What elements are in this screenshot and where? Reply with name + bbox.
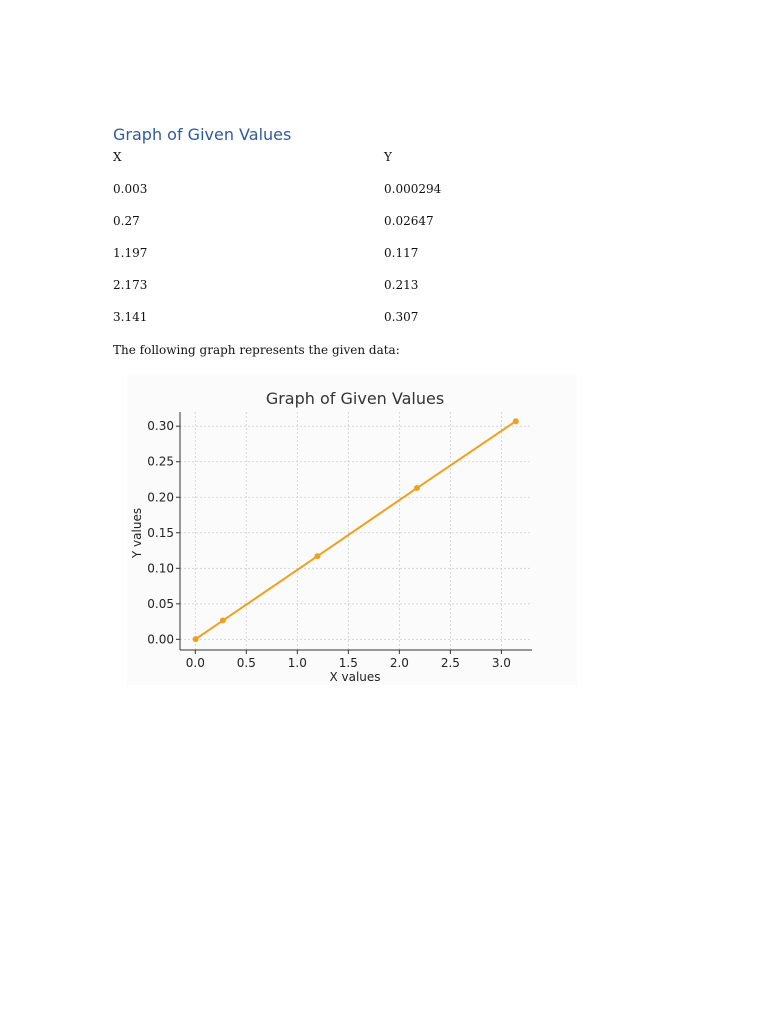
x-tick-label: 2.0 <box>389 656 409 670</box>
table-row <box>113 214 673 246</box>
data-point <box>220 618 226 624</box>
series <box>193 418 519 642</box>
series-line <box>196 421 516 639</box>
table-cell-x: 1.197 <box>113 246 148 260</box>
table-row <box>113 310 673 342</box>
data-point <box>414 485 420 491</box>
table-cell-y: 0.02647 <box>384 214 434 228</box>
chart-title: Graph of Given Values <box>265 389 445 408</box>
x-tick-label: 0.5 <box>236 656 256 670</box>
table-cell-x: 3.141 <box>113 310 148 324</box>
table-row <box>113 278 673 310</box>
y-tick-label: 0.10 <box>147 561 174 576</box>
table-header-y: Y <box>384 150 392 164</box>
y-tick-label: 0.25 <box>147 454 174 469</box>
chart-figure <box>127 375 577 685</box>
x-tick-label: 1.5 <box>338 656 358 670</box>
table-header-x: X <box>113 150 122 164</box>
table-cell-y: 0.000294 <box>384 182 442 196</box>
y-tick-label: 0.00 <box>147 632 174 647</box>
table-cell-y: 0.213 <box>384 278 419 292</box>
line-chart <box>127 375 577 685</box>
y-tick-label: 0.15 <box>147 525 174 540</box>
table-header-row <box>113 150 673 182</box>
data-point <box>314 553 320 559</box>
tick-labels <box>147 419 511 670</box>
y-tick-label: 0.20 <box>147 490 174 505</box>
table-cell-y: 0.117 <box>384 246 419 260</box>
x-tick-label: 3.0 <box>491 656 511 670</box>
table-cell-x: 0.27 <box>113 214 140 228</box>
values-table <box>113 150 673 342</box>
table-cell-y: 0.307 <box>384 310 419 324</box>
graph-caption: The following graph represents the given data: <box>113 343 400 357</box>
data-point <box>513 418 519 424</box>
y-axis-label: Y values <box>130 507 144 559</box>
table-cell-x: 0.003 <box>113 182 148 196</box>
page-title: Graph of Given Values <box>113 125 292 144</box>
x-tick-label: 2.5 <box>440 656 460 670</box>
x-tick-label: 0.0 <box>185 656 205 670</box>
y-tick-label: 0.30 <box>147 419 174 434</box>
x-tick-label: 1.0 <box>287 656 307 670</box>
table-cell-x: 2.173 <box>113 278 148 292</box>
table-row <box>113 246 673 278</box>
table-row <box>113 182 673 214</box>
data-point <box>193 636 199 642</box>
x-axis-label: X values <box>329 670 381 684</box>
y-tick-label: 0.05 <box>147 596 174 611</box>
